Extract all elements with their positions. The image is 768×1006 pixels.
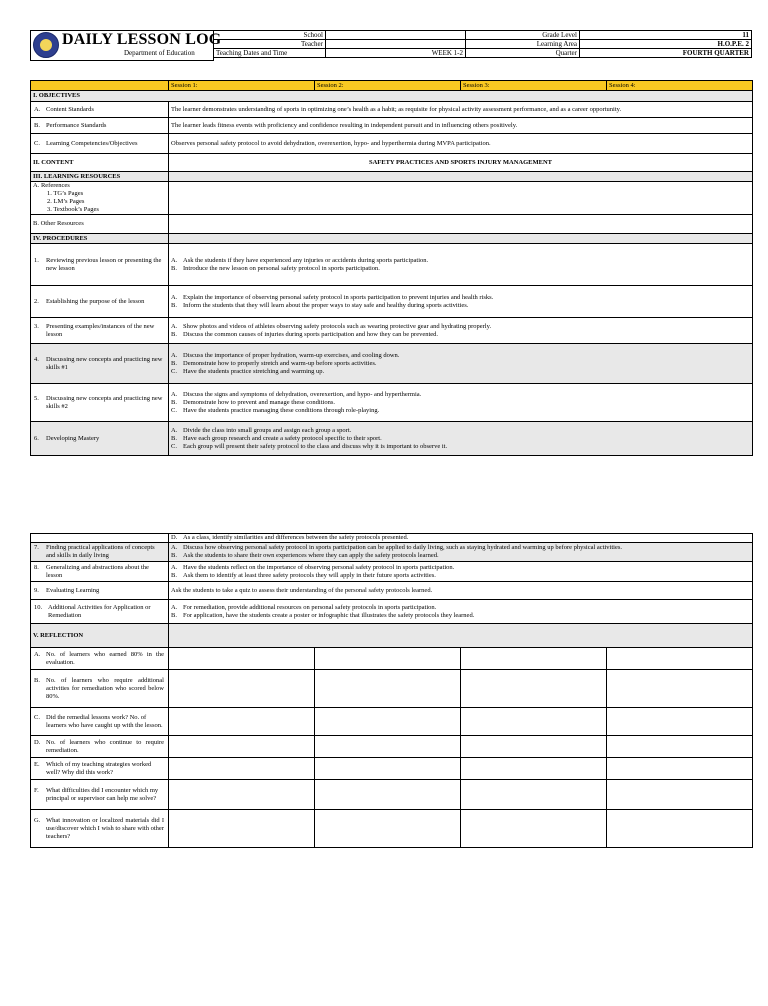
lm-pages-label: 2. LM’s Pages [47,198,85,205]
references-value[interactable] [169,182,753,215]
reflection-g-session-1[interactable] [169,810,315,848]
reflection-a-session-3[interactable] [461,648,607,670]
competencies-value: Observes personal safety protocol to avoid dehydration, overexertion, hypo- and hyperthermia during MVPA participation. [169,134,753,154]
content-heading: II. CONTENT [31,154,169,172]
procedure-1-label: 1. Reviewing previous lesson or presenting the new lesson [31,244,169,286]
tg-pages-label: 1. TG’s Pages [47,190,84,197]
procedure-2-value: A. Explain the importance of observing personal safety protocol in sports participation to prevent injuries and health risks. B. Inform the students that they will learn about the proper ways to stay safe and healthy during sports activities. [169,286,753,318]
reflection-e-session-1[interactable] [169,758,315,780]
content-topic: SAFETY PRACTICES AND SPORTS INJURY MANAGEMENT [169,154,753,172]
resources-heading: III. LEARNING RESOURCES [31,172,169,182]
area-value[interactable]: H.O.P.E. 2 [580,40,752,49]
procedure-8-label: 8. Generalizing and abstractions about the lesson [31,562,169,582]
quarter-value[interactable]: FOURTH QUARTER [580,49,752,58]
procedure-7-label: 7. Finding practical applications of concepts and skills in daily living [31,543,169,562]
procedure-8-value: A. Have the students reflect on the importance of observing personal safety protocol in sports participation. B. Ask them to identify at least three safety protocols they will apply in their future sports activities. [169,562,753,582]
procedure-4-value: A. Discuss the importance of proper hydration, warm-up exercises, and cooling down. B. Demonstrate how to properly stretch and warm-up before sports activities. C. Have the students practice stretching and warming up. [169,344,753,384]
reflection-b-session-2[interactable] [315,670,461,708]
reflection-d-session-3[interactable] [461,736,607,758]
procedures-heading-fill [169,234,753,244]
reflection-g-session-4[interactable] [607,810,753,848]
procedure-5-value: A. Discuss the signs and symptoms of dehydration, overexertion, and hypo- and hyperthermia. B. Demonstrate how to prevent and manage these conditions. C. Have the students practice managing these conditions through role-playing. [169,384,753,422]
content-standards-label: A. Content Standards [31,102,169,118]
reflection-heading-fill [169,624,753,648]
procedure-10-value: A. For remediation, provide additional resources on personal safety protocols in sports participation. B. For application, have the students create a poster or infographic that illustrates the safety protocols they learned. [169,600,753,624]
area-label: Learning Area [466,40,580,49]
school-value[interactable] [326,31,466,40]
deped-seal-icon [33,32,59,58]
procedure-6-value: A. Divide the class into small groups and assign each group a sport. B. Have each group research and create a safety protocol specific to their sport. C. Each group will present their safety protocol to the class and discuss why it is important to observe it. [169,422,753,456]
reflection-heading: V. REFLECTION [31,624,169,648]
references-block [31,182,169,215]
session-2-header: Session 2: [315,81,461,91]
procedure-3-label: 3. Presenting examples/instances of the new lesson [31,318,169,344]
references-label: A. References [33,182,70,189]
session-3-header: Session 3: [461,81,607,91]
department-name: Department of Education [124,49,195,57]
reflection-f-session-3[interactable] [461,780,607,810]
procedure-5-label: 5. Discussing new concepts and practicing new skills #2 [31,384,169,422]
reflection-c-session-2[interactable] [315,708,461,736]
reflection-a-session-4[interactable] [607,648,753,670]
reflection-d-session-2[interactable] [315,736,461,758]
objectives-heading: I. OBJECTIVES [31,91,753,102]
reflection-d-label: D. No. of learners who continue to require remediation. [31,736,169,758]
other-resources-value[interactable] [169,215,753,234]
procedure-2-label: 2. Establishing the purpose of the lesson [31,286,169,318]
reflection-b-session-1[interactable] [169,670,315,708]
procedure-7-value: A. Discuss how observing personal safety protocol in sports participation can be applied to daily living, such as staying hydrated and warming up before physical activities. B. Ask the students to share their own experiences where they can apply the safety protocols learned. [169,543,753,562]
dates-value[interactable]: WEEK 1-2 [326,49,466,58]
document-title: DAILY LESSON LOG [62,31,222,48]
procedure-1-value: A. Ask the students if they have experienced any injuries or accidents during sports participation. B. Introduce the new lesson on personal safety protocol in sports participation. [169,244,753,286]
textbook-pages-label: 3. Textbook’s Pages [47,206,99,213]
resources-heading-fill [169,172,753,182]
reflection-b-session-4[interactable] [607,670,753,708]
dates-label: Teaching Dates and Time [214,49,326,58]
reflection-a-session-2[interactable] [315,648,461,670]
procedure-3-value: A. Show photos and videos of athletes observing safety protocols such as wearing protective gear and hydrating properly. B. Discuss the common causes of injuries during sports participation and how they can be prevented. [169,318,753,344]
procedure-4-label: 4. Discussing new concepts and practicing new skills #1 [31,344,169,384]
reflection-e-label: E. Which of my teaching strategies worked well? Why did this work? [31,758,169,780]
session-corner [31,81,169,91]
quarter-label: Quarter [466,49,580,58]
reflection-f-label: F. What difficulties did I encounter which my principal or supervisor can help me solve? [31,780,169,810]
header-info-table [213,30,752,58]
teacher-label: Teacher [214,40,326,49]
reflection-g-session-2[interactable] [315,810,461,848]
procedure-9-label: 9. Evaluating Learning [31,582,169,600]
grade-label: Grade Level [466,31,580,40]
reflection-d-session-1[interactable] [169,736,315,758]
reflection-b-session-3[interactable] [461,670,607,708]
session-4-header: Session 4: [607,81,753,91]
reflection-c-label: C. Did the remedial lessons work? No. of learners who have caught up with the lesson. [31,708,169,736]
procedures-heading: IV. PROCEDURES [31,234,169,244]
reflection-e-session-3[interactable] [461,758,607,780]
procedure-10-label: 10. Additional Activities for Application or Remediation [31,600,169,624]
reflection-f-session-2[interactable] [315,780,461,810]
reflection-b-label: B. No. of learners who require additional activities for remediation who scored below 80%. [31,670,169,708]
lesson-log-table-continued [30,533,753,848]
reflection-g-session-3[interactable] [461,810,607,848]
reflection-c-session-3[interactable] [461,708,607,736]
content-standards-value: The learner demonstrates understanding of sports in optimizing one’s health as a habit; as requisite for physical activity assessment performance, and as a career opportunity. [169,102,753,118]
session-1-header: Session 1: [169,81,315,91]
competencies-label: C. Learning Competencies/Objectives [31,134,169,154]
reflection-e-session-4[interactable] [607,758,753,780]
procedure-9-value: Ask the students to take a quiz to assess their understanding of the personal safety protocols learned. [169,582,753,600]
reflection-e-session-2[interactable] [315,758,461,780]
reflection-d-session-4[interactable] [607,736,753,758]
reflection-c-session-1[interactable] [169,708,315,736]
reflection-a-label: A. No. of learners who earned 80% in the evaluation. [31,648,169,670]
performance-standards-value: The learner leads fitness events with proficiency and confidence resulting in independent pursuit and in influencing others positively. [169,118,753,134]
teacher-value[interactable] [326,40,466,49]
performance-standards-label: B. Performance Standards [31,118,169,134]
reflection-a-session-1[interactable] [169,648,315,670]
procedure-6-continued-value: D. As a class, identify similarities and differences between the safety protocols presented. [169,534,753,543]
school-label: School [214,31,326,40]
lesson-log-table [30,80,753,456]
reflection-c-session-4[interactable] [607,708,753,736]
grade-value[interactable]: 11 [580,31,752,40]
procedure-6-continued-label [31,534,169,543]
reflection-f-session-1[interactable] [169,780,315,810]
procedure-6-label: 6. Developing Mastery [31,422,169,456]
reflection-g-label: G. What innovation or localized materials did I use/discover which I wish to share with other teachers? [31,810,169,848]
other-resources-label: B. Other Resources [31,215,169,234]
reflection-f-session-4[interactable] [607,780,753,810]
